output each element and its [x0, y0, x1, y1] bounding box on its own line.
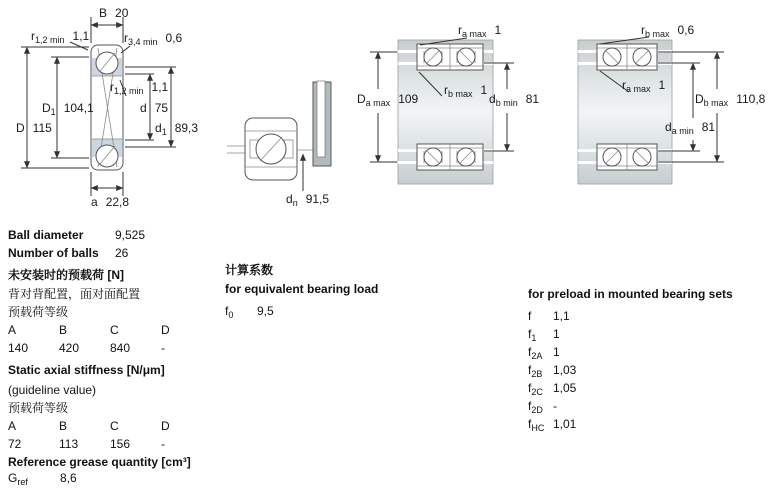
dim-label-a: [91, 196, 129, 211]
dim-label-Db-max: [695, 93, 765, 108]
preload-arrangement-subtitle: 背对背配置，面对面配置: [8, 287, 141, 301]
dim-value: 104,1: [63, 101, 94, 115]
dim-label-rb-max-4: [641, 24, 694, 39]
factor-row-f1: [528, 327, 560, 343]
dim-value: 1: [658, 78, 666, 92]
class-header: D: [161, 323, 170, 337]
preload-unmounted-title: 未安装时的预载荷 [N]: [8, 268, 124, 282]
factor-value: 1,05: [553, 381, 577, 395]
dim-symbol: $r_{b max}$: [444, 83, 473, 99]
dim-symbol: $D_{a max}$: [357, 92, 391, 108]
dim-value: 1: [494, 23, 502, 37]
dim-symbol: $d_{a min}$: [665, 120, 694, 136]
stiffness-title: Static axial stiffness [N/μm]: [8, 363, 165, 377]
dim-symbol: $D_1$: [42, 101, 56, 117]
factor-symbol: $f_{2C}$: [528, 381, 543, 397]
class-header: D: [161, 419, 170, 433]
spec-label: Number of balls: [8, 246, 99, 260]
dim-value: 81: [701, 120, 716, 134]
dim-symbol: $r_{1,2 min}$: [31, 29, 65, 45]
class-header: C: [110, 419, 119, 433]
spec-ball-diameter: [8, 228, 145, 242]
dim-symbol: $D_{b max}$: [695, 92, 729, 108]
dim-label-da-min: [665, 121, 715, 136]
dim-value: 81: [525, 92, 540, 106]
factor-symbol: f: [528, 309, 532, 323]
dim-label-d: [140, 102, 168, 117]
factor-row-f: [528, 309, 570, 325]
factor-value: 9,5: [257, 304, 274, 318]
paired-bearings-housing-fit-diagram: [370, 38, 514, 184]
factor-value: -: [553, 399, 557, 413]
calc-factors-title: 计算系数: [225, 263, 274, 277]
stiffness-value: -: [161, 437, 165, 451]
dim-label-D1: [42, 102, 94, 117]
factor-symbol: $f_{2D}$: [528, 399, 543, 415]
dim-value: 0,6: [677, 23, 695, 37]
preload-value: -: [161, 341, 165, 355]
dim-label-rb-max-3: [444, 84, 487, 99]
stiffness-value: 72: [8, 437, 22, 451]
factor-row-f2D: [528, 399, 557, 415]
dim-symbol: $r_{a max}$: [458, 23, 487, 39]
factor-value: 1,1: [553, 309, 570, 323]
dim-label-db-min: [489, 93, 539, 108]
class-header: A: [8, 323, 17, 337]
stiffness-values-row: [8, 437, 212, 451]
dim-symbol: D: [16, 121, 25, 135]
factor-value: 1,03: [553, 363, 577, 377]
equivalent-load-title: for equivalent bearing load: [225, 282, 379, 296]
factor-symbol: $f_0$: [225, 304, 234, 320]
factor-f0-row: [225, 304, 274, 320]
dim-label-ra-max-4: [622, 79, 665, 94]
stiffness-value: 113: [59, 437, 79, 451]
preload-class-label: 预载荷等级: [8, 305, 69, 319]
dim-value: 89,3: [174, 121, 199, 135]
stiffness-class-headers: [8, 419, 212, 433]
dim-value: 109: [398, 92, 419, 106]
preload-value: 840: [110, 341, 131, 355]
paired-bearings-shaft-fit-diagram: [578, 37, 724, 184]
grease-title: Reference grease quantity [cm³]: [8, 455, 191, 469]
dim-value: 1: [480, 83, 488, 97]
dim-value: 110,8: [736, 92, 766, 106]
dim-value: 0,6: [165, 31, 183, 45]
stiffness-class-label: 预载荷等级: [8, 401, 69, 415]
dim-symbol: $r_{1,2 min}$: [110, 80, 144, 96]
dim-label-r12-mid: [110, 81, 168, 96]
factor-value: 1,01: [553, 417, 577, 431]
dim-label-D: [16, 122, 52, 137]
preload-class-headers: [8, 323, 212, 337]
dim-symbol: $r_{b max}$: [641, 23, 670, 39]
class-header: C: [110, 323, 119, 337]
factor-row-fHC: [528, 417, 576, 433]
dim-symbol: d: [140, 101, 147, 115]
factor-symbol: $f_{2A}$: [528, 345, 543, 361]
stiffness-value: 156: [110, 437, 131, 451]
preload-value: 140: [8, 341, 29, 355]
dim-value: 22,8: [105, 195, 130, 209]
dim-label-d1: [155, 122, 198, 137]
dim-label-ra-max-3: [458, 24, 501, 39]
dim-symbol: $d_{b min}$: [489, 92, 518, 108]
grease-quantity-row: [8, 471, 77, 487]
spec-value: 9,525: [115, 228, 146, 242]
stiffness-guideline-note: (guideline value): [8, 383, 97, 397]
dim-value: 91,5: [305, 192, 330, 206]
dim-label-Da-max: [357, 93, 418, 108]
class-header: A: [8, 419, 17, 433]
dim-value: 1,1: [151, 80, 169, 94]
dim-value: 75: [154, 101, 169, 115]
dim-symbol: $d_1$: [155, 121, 167, 137]
dim-symbol: $r_{3,4 min}$: [124, 31, 158, 47]
factor-value: 1: [553, 345, 560, 359]
dim-label-r12-top: [31, 30, 89, 45]
factor-row-f2A: [528, 345, 560, 361]
factor-row-f2C: [528, 381, 576, 397]
dim-label-r34-top: [124, 32, 182, 47]
factor-symbol: $f_{2B}$: [528, 363, 543, 379]
spec-label: Ball diameter: [8, 228, 84, 242]
factor-symbol: $f_1$: [528, 327, 537, 343]
spec-number-of-balls: [8, 246, 128, 260]
dim-symbol: $d_n$: [286, 192, 298, 208]
dim-label-dn: [286, 193, 329, 208]
factor-value: 1: [553, 327, 560, 341]
dim-symbol: B: [99, 6, 108, 20]
dim-label-B: [99, 7, 128, 22]
class-header: B: [59, 323, 68, 337]
factor-symbol: $f_{HC}$: [528, 417, 545, 433]
class-header: B: [59, 419, 68, 433]
dim-value: 20: [115, 6, 129, 20]
dim-symbol: a: [91, 195, 98, 209]
dim-symbol: $r_{a max}$: [622, 78, 651, 94]
preload-factors-title: for preload in mounted bearing sets: [528, 287, 733, 301]
factor-row-f2B: [528, 363, 576, 379]
dim-value: 1,1: [72, 29, 90, 43]
bearing-with-spacer-diagram: [227, 81, 331, 191]
dim-value: 115: [32, 121, 52, 135]
spec-value: 26: [115, 246, 129, 260]
preload-value: 420: [59, 341, 80, 355]
grease-symbol: $G_{ref}$: [8, 471, 28, 487]
preload-values-row: [8, 341, 212, 355]
grease-value: 8,6: [60, 471, 77, 485]
